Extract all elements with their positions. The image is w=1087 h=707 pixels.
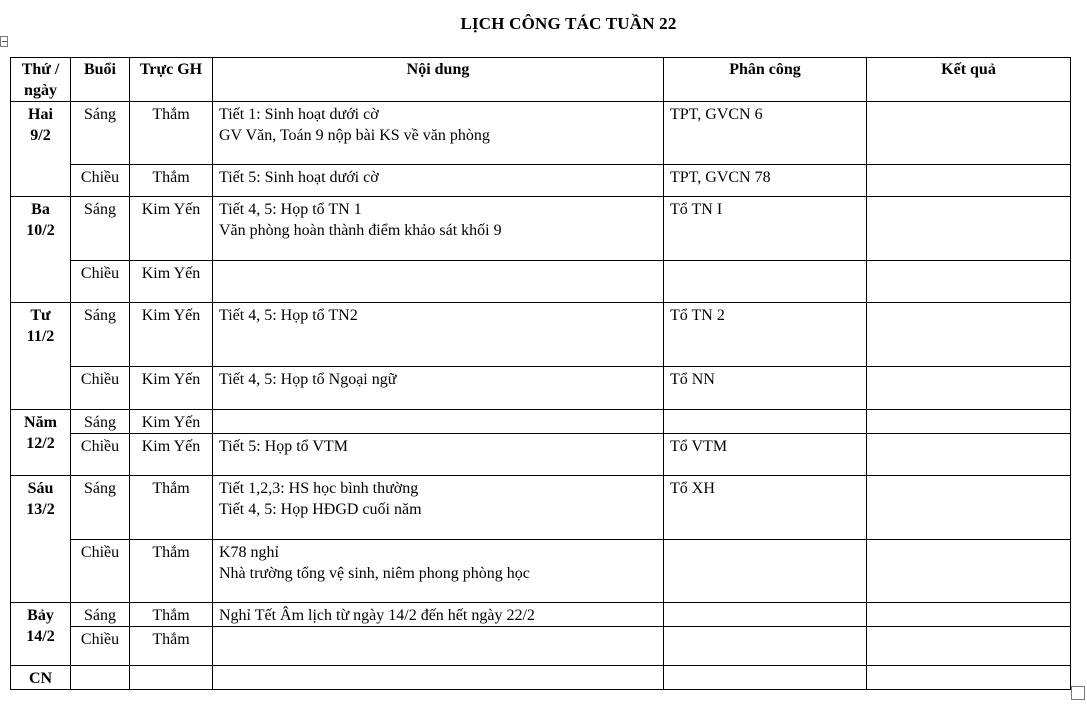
table-row bbox=[11, 165, 1071, 197]
duty-cell: Kim Yến bbox=[130, 434, 213, 476]
content-line: Tiết 4, 5: Họp tổ TN 1 bbox=[219, 201, 362, 218]
content-cell bbox=[213, 476, 664, 540]
content-cell bbox=[213, 303, 664, 367]
table-row bbox=[11, 476, 1071, 540]
session-cell: Sáng bbox=[71, 476, 130, 540]
table-row bbox=[11, 102, 1071, 165]
header-session: Buổi bbox=[71, 58, 130, 102]
content-cell bbox=[213, 367, 664, 410]
day-cell bbox=[11, 197, 71, 303]
assign-cell: Tổ TN I bbox=[664, 197, 867, 261]
content-line: K78 nghỉ bbox=[219, 544, 279, 561]
result-cell[interactable] bbox=[867, 434, 1071, 476]
result-cell[interactable] bbox=[867, 197, 1071, 261]
content-line: GV Văn, Toán 9 nộp bài KS về văn phòng bbox=[219, 127, 490, 144]
duty-cell: Kim Yến bbox=[130, 410, 213, 434]
header-day bbox=[11, 58, 71, 102]
day-name: Sáu bbox=[27, 480, 54, 497]
session-cell: Sáng bbox=[71, 197, 130, 261]
table-move-handle-icon[interactable] bbox=[0, 36, 8, 47]
session-cell: Chiều bbox=[71, 540, 130, 603]
assign-cell bbox=[664, 666, 867, 690]
day-name: Ba bbox=[31, 201, 50, 218]
assign-cell bbox=[664, 540, 867, 603]
content-cell bbox=[213, 627, 664, 666]
assign-cell: Tổ NN bbox=[664, 367, 867, 410]
content-line: Tiết 5: Họp tổ VTM bbox=[219, 438, 348, 455]
table-row bbox=[11, 367, 1071, 410]
session-cell: Chiều bbox=[71, 627, 130, 666]
content-line: Nhà trường tổng vệ sinh, niêm phong phòng học bbox=[219, 565, 530, 582]
assign-cell: Tổ XH bbox=[664, 476, 867, 540]
content-cell bbox=[213, 603, 664, 627]
session-cell: Chiều bbox=[71, 261, 130, 303]
session-cell: Chiều bbox=[71, 367, 130, 410]
session-cell: Sáng bbox=[71, 102, 130, 165]
table-row bbox=[11, 540, 1071, 603]
duty-cell bbox=[130, 666, 213, 690]
header-day-label: Thứ / ngày bbox=[21, 61, 60, 99]
day-name: Bảy bbox=[27, 607, 54, 624]
header-assign: Phân công bbox=[664, 58, 867, 102]
result-cell[interactable] bbox=[867, 476, 1071, 540]
day-cell bbox=[11, 410, 71, 476]
content-line: Nghỉ Tết Âm lịch từ ngày 14/2 đến hết ngày 22/2 bbox=[219, 607, 535, 624]
content-line: Tiết 4, 5: Họp tổ Ngoại ngữ bbox=[219, 371, 397, 388]
day-name: CN bbox=[28, 670, 53, 687]
content-line: Tiết 1: Sinh hoạt dưới cờ bbox=[219, 106, 379, 123]
duty-cell: Thắm bbox=[130, 627, 213, 666]
header-content: Nội dung bbox=[213, 58, 664, 102]
table-row bbox=[11, 627, 1071, 666]
table-row bbox=[11, 410, 1071, 434]
day-cell bbox=[11, 102, 71, 197]
day-cell bbox=[11, 603, 71, 666]
content-line: Tiết 4, 5: Họp tổ TN2 bbox=[219, 307, 358, 324]
content-cell bbox=[213, 102, 664, 165]
result-cell[interactable] bbox=[867, 261, 1071, 303]
day-name: Hai bbox=[28, 106, 53, 123]
content-cell bbox=[213, 197, 664, 261]
duty-cell: Thắm bbox=[130, 603, 213, 627]
table-row bbox=[11, 261, 1071, 303]
duty-cell: Kim Yến bbox=[130, 303, 213, 367]
day-name: Năm bbox=[24, 414, 57, 431]
table-row bbox=[11, 666, 1071, 690]
session-cell: Sáng bbox=[71, 603, 130, 627]
session-cell: Chiều bbox=[71, 434, 130, 476]
content-line: Tiết 1,2,3: HS học bình thường bbox=[219, 480, 419, 497]
result-cell[interactable] bbox=[867, 303, 1071, 367]
day-date: 12/2 bbox=[26, 435, 55, 452]
result-cell[interactable] bbox=[867, 367, 1071, 410]
assign-cell: Tổ TN 2 bbox=[664, 303, 867, 367]
result-cell[interactable] bbox=[867, 540, 1071, 603]
assign-cell: TPT, GVCN 78 bbox=[664, 165, 867, 197]
duty-cell: Kim Yến bbox=[130, 367, 213, 410]
day-date: 11/2 bbox=[26, 328, 55, 345]
table-row bbox=[11, 197, 1071, 261]
duty-cell: Kim Yến bbox=[130, 197, 213, 261]
assign-cell bbox=[664, 410, 867, 434]
day-cell bbox=[11, 666, 71, 690]
content-cell bbox=[213, 434, 664, 476]
content-cell bbox=[213, 165, 664, 197]
content-line: Văn phòng hoàn thành điểm khảo sát khối 9 bbox=[219, 222, 502, 239]
result-cell[interactable] bbox=[867, 102, 1071, 165]
result-cell[interactable] bbox=[867, 603, 1071, 627]
header-row bbox=[11, 58, 1071, 102]
day-cell bbox=[11, 303, 71, 410]
day-date: 9/2 bbox=[30, 127, 51, 144]
result-cell[interactable] bbox=[867, 410, 1071, 434]
day-name: Tư bbox=[30, 307, 51, 324]
session-cell: Chiều bbox=[71, 165, 130, 197]
duty-cell: Thắm bbox=[130, 540, 213, 603]
duty-cell: Thắm bbox=[130, 476, 213, 540]
header-result: Kết quả bbox=[867, 58, 1071, 102]
session-cell: Sáng bbox=[71, 303, 130, 367]
content-line: Tiết 4, 5: Họp HĐGD cuối năm bbox=[219, 501, 422, 518]
day-date: 14/2 bbox=[26, 628, 55, 645]
assign-cell bbox=[664, 261, 867, 303]
day-date: 10/2 bbox=[26, 222, 55, 239]
content-cell bbox=[213, 666, 664, 690]
content-cell bbox=[213, 261, 664, 303]
duty-cell: Kim Yến bbox=[130, 261, 213, 303]
page-title: LỊCH CÔNG TÁC TUẦN 22 bbox=[460, 14, 677, 33]
result-cell[interactable] bbox=[867, 627, 1071, 666]
duty-cell: Thắm bbox=[130, 165, 213, 197]
table-resize-handle-icon[interactable] bbox=[1071, 686, 1085, 700]
content-cell bbox=[213, 540, 664, 603]
content-cell bbox=[213, 410, 664, 434]
schedule-table bbox=[10, 57, 1071, 690]
content-line: Tiết 5: Sinh hoạt dưới cờ bbox=[219, 169, 379, 186]
session-cell: Sáng bbox=[71, 410, 130, 434]
assign-cell bbox=[664, 603, 867, 627]
result-cell[interactable] bbox=[867, 165, 1071, 197]
assign-cell: TPT, GVCN 6 bbox=[664, 102, 867, 165]
table-row bbox=[11, 603, 1071, 627]
assign-cell bbox=[664, 627, 867, 666]
result-cell[interactable] bbox=[867, 666, 1071, 690]
assign-cell: Tổ VTM bbox=[664, 434, 867, 476]
header-duty: Trực GH bbox=[130, 58, 213, 102]
day-cell bbox=[11, 476, 71, 603]
day-date: 13/2 bbox=[26, 501, 55, 518]
duty-cell: Thắm bbox=[130, 102, 213, 165]
table-row bbox=[11, 434, 1071, 476]
session-cell bbox=[71, 666, 130, 690]
table-row bbox=[11, 303, 1071, 367]
